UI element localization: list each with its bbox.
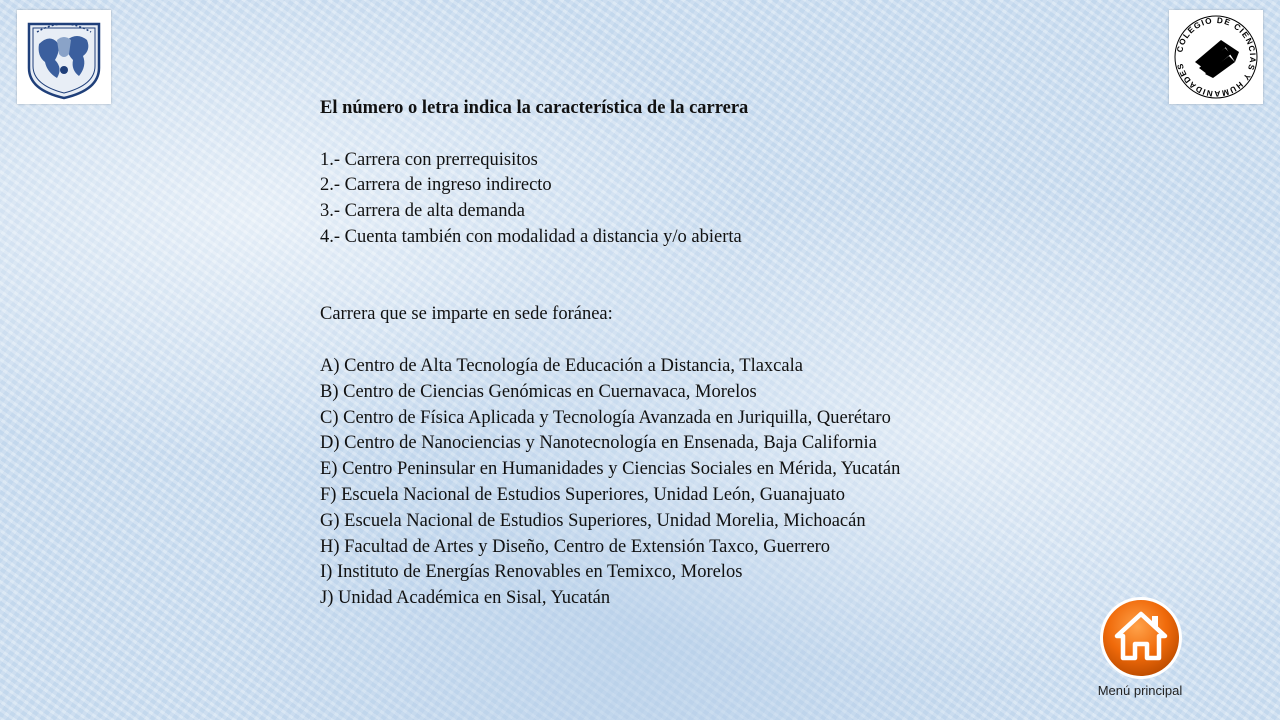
home-label[interactable]: Menú principal (1097, 683, 1183, 698)
characteristic-item: 3.- Carrera de alta demanda (320, 201, 525, 222)
characteristic-item: 2.- Carrera de ingreso indirecto (320, 175, 552, 196)
home-icon (1099, 596, 1183, 680)
sede-item: C) Centro de Física Aplicada y Tecnología Avanzada en Juriquilla, Querétaro (320, 407, 891, 428)
sede-item: F) Escuela Nacional de Estudios Superiores, Unidad León, Guanajuato (320, 484, 846, 505)
sede-item: B) Centro de Ciencias Genómicas en Cuernavaca, Morelos (320, 381, 757, 402)
foraneas-heading: Carrera que se imparte en sede foránea: (320, 304, 613, 325)
sede-item: A) Centro de Alta Tecnología de Educación a Distancia, Tlaxcala (320, 355, 803, 376)
unam-seal-icon (17, 10, 111, 104)
home-button[interactable] (1099, 596, 1183, 680)
unam-logo (17, 10, 111, 104)
sede-item: H) Facultad de Artes y Diseño, Centro de Extensión Taxco, Guerrero (320, 536, 831, 557)
sede-item: G) Escuela Nacional de Estudios Superiores, Unidad Morelia, Michoacán (320, 510, 866, 531)
svg-text:COLEGIO DE CIENCIAS Y HUMANIDA: COLEGIO DE CIENCIAS Y HUMANIDADES (1175, 15, 1258, 99)
sede-item: E) Centro Peninsular en Humanidades y Ciencias Sociales en Mérida, Yucatán (320, 459, 901, 480)
cch-logo-icon (1169, 10, 1263, 104)
characteristic-item: 4.- Cuenta también con modalidad a distancia y/o abierta (320, 226, 742, 247)
characteristic-item: 1.- Carrera con prerrequisitos (320, 149, 538, 170)
careers-legend (320, 96, 1040, 612)
cch-logo (1169, 10, 1263, 104)
sede-item: D) Centro de Nanociencias y Nanotecnología en Ensenada, Baja California (320, 433, 877, 454)
sede-item: J) Unidad Académica en Sisal, Yucatán (320, 588, 611, 609)
legend-title: El número o letra indica la característica de la carrera (320, 98, 749, 118)
sede-item: I) Instituto de Energías Renovables en Temixco, Morelos (320, 562, 743, 583)
